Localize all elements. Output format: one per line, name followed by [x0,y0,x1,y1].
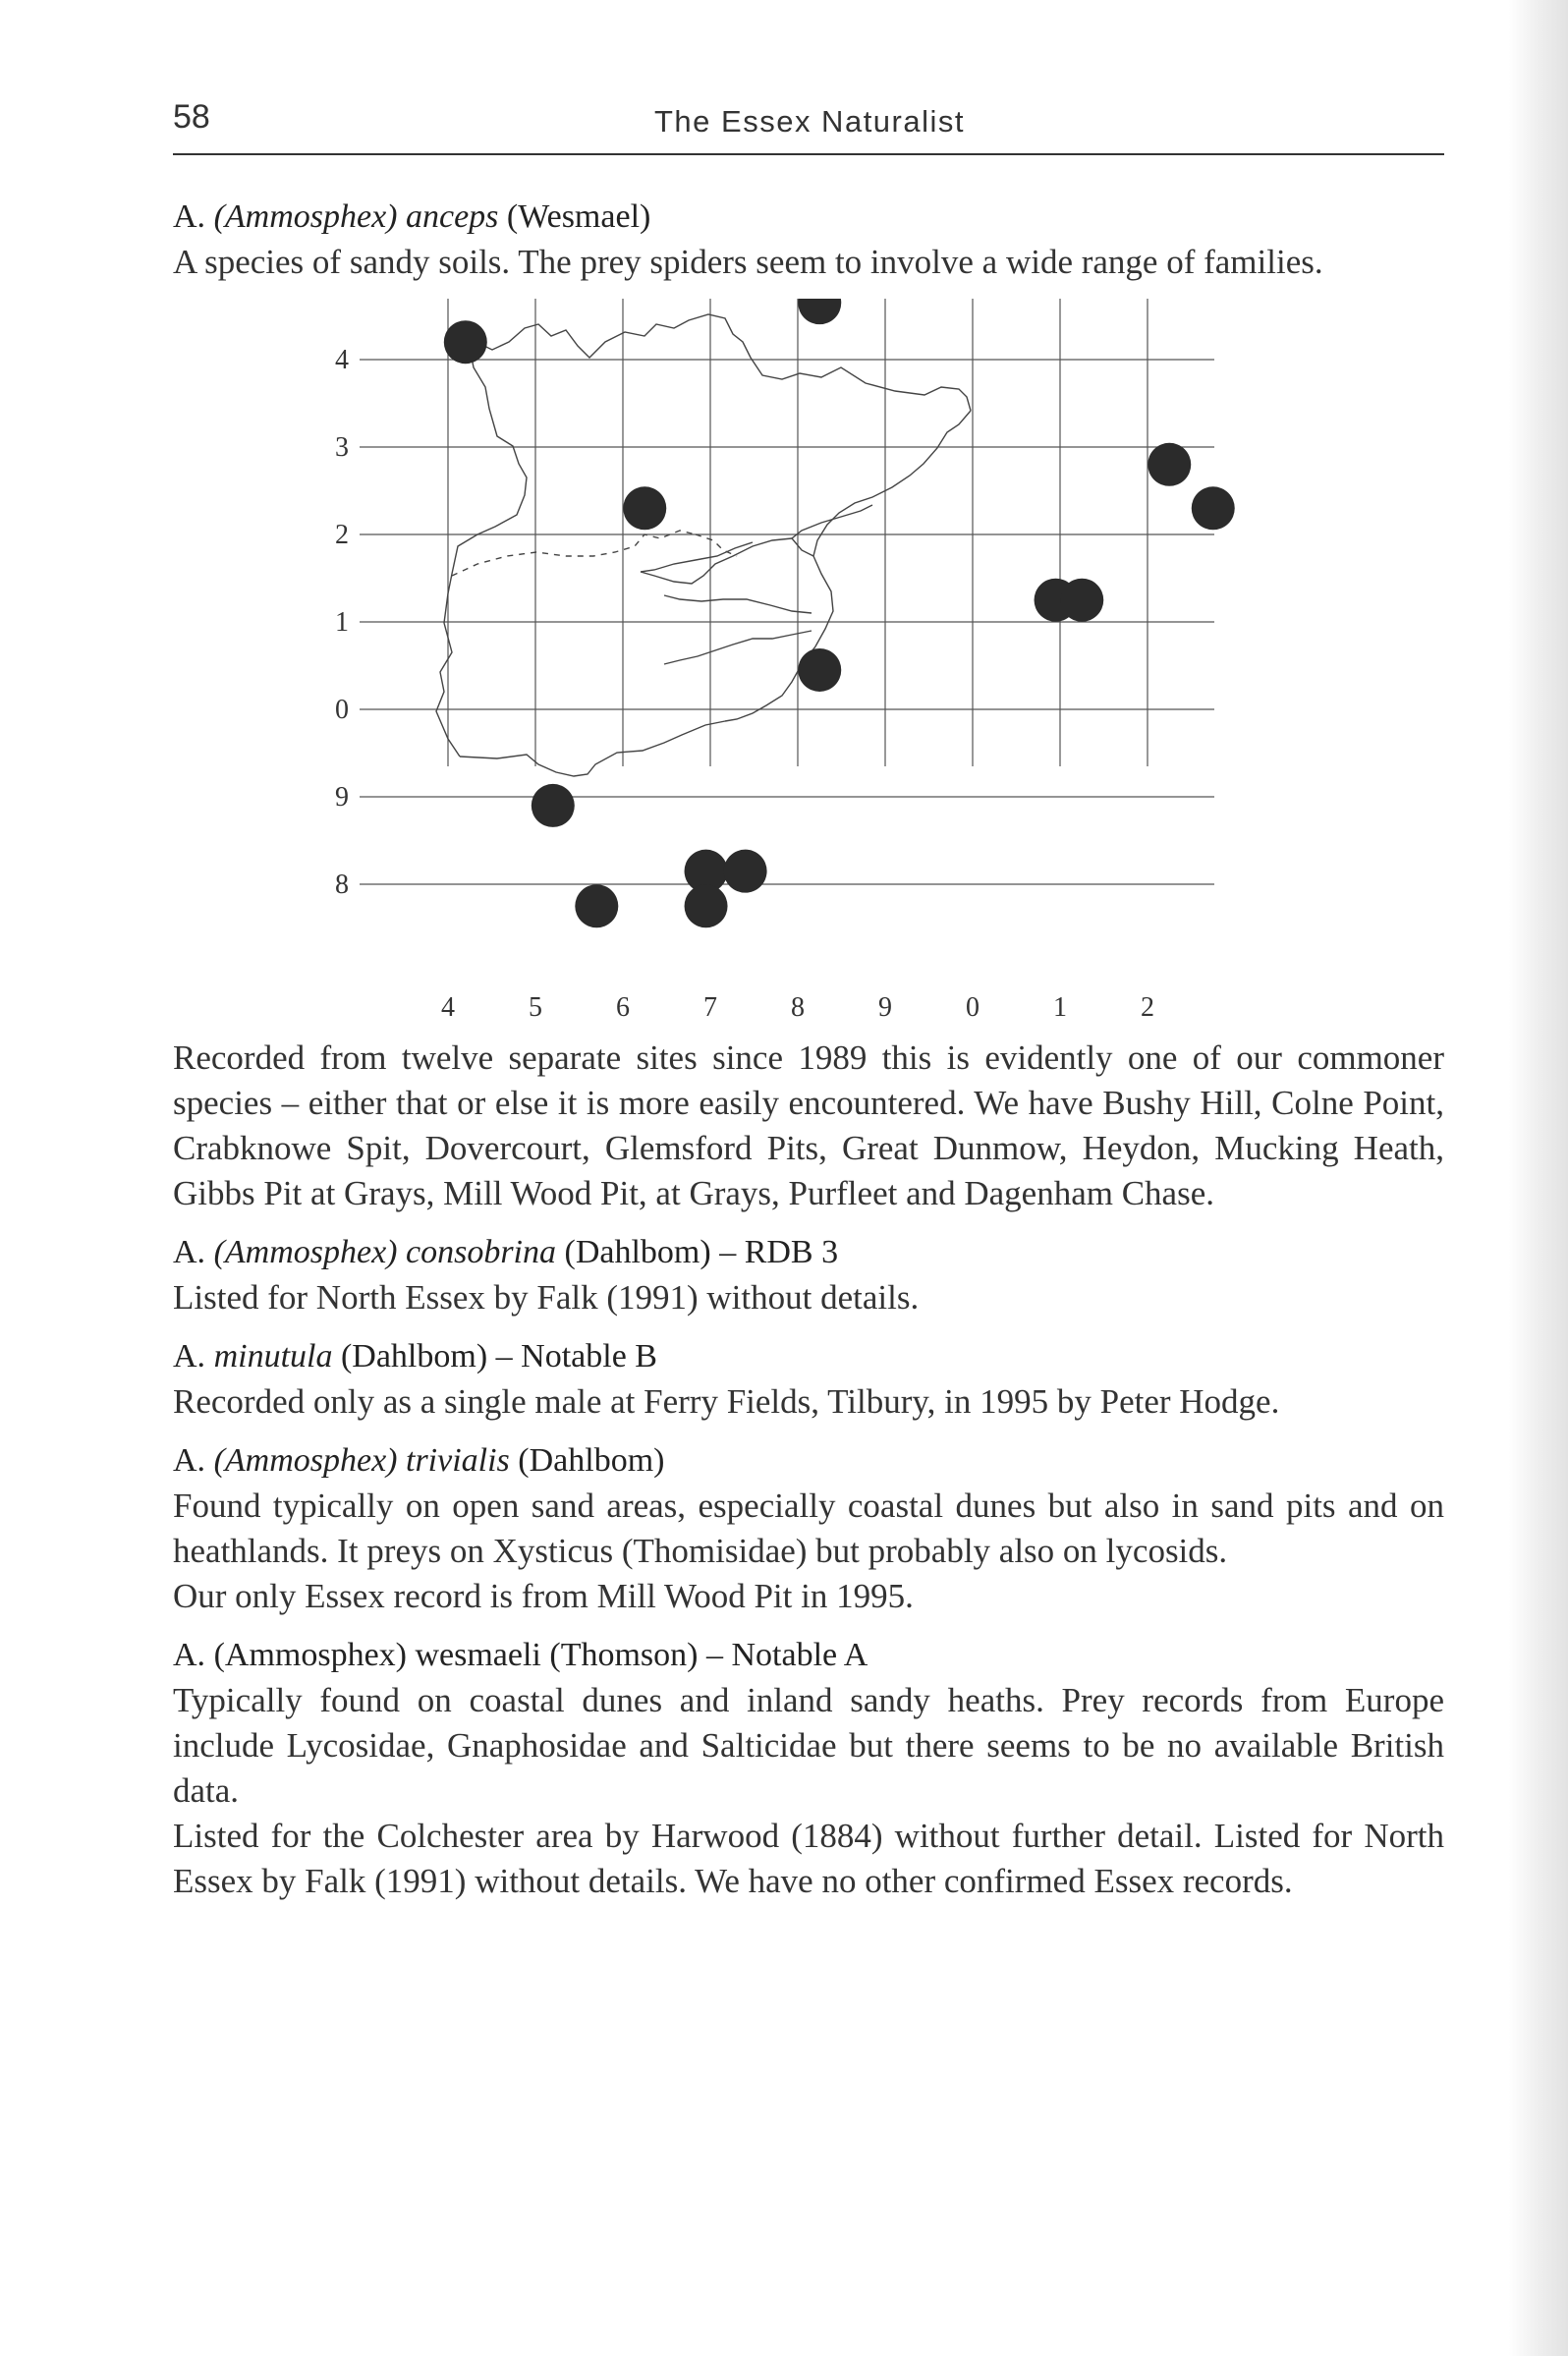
x-tick-label: 7 [703,992,717,1023]
species-description: Recorded only as a single male at Ferry Fields, Tilbury, in 1995 by Peter Hodge. [173,1382,1280,1421]
x-tick-label: 0 [966,992,980,1023]
subgenus: (Ammosphex) [213,1442,398,1479]
record-dot [532,784,575,827]
species-heading [173,1438,1444,1484]
author: (Dahlbom) [564,1234,711,1270]
record-dot [724,850,767,893]
coastline-outline [436,314,971,776]
y-tick-label: 8 [335,869,349,900]
running-header [173,94,1444,155]
species-heading [173,195,1444,240]
record-dot [444,320,487,364]
record-dot [1192,486,1235,530]
genus: A. [173,1234,206,1270]
subgenus: (Ammosphex) [213,198,398,235]
species-records: Our only Essex record is from Mill Wood Pit in 1995. [173,1577,914,1615]
author: (Wesmael) [506,198,651,235]
x-tick-label: 9 [878,992,892,1023]
subgenus: (Ammosphex) [213,1637,407,1673]
x-tick-label: 4 [441,992,455,1023]
page-number: 58 [173,98,210,136]
species-name: anceps [406,198,499,235]
distribution-map [330,299,1293,1026]
x-tick-label: 1 [1053,992,1067,1023]
species-records: Recorded from twelve separate sites since 1989 this is evidently one of our commoner species – either that or else it is more easily encountered. We have Bushy Hill, Colne Point, Crabknowe Spit, Dovercourt, Glemsford Pits, Great Dunmow, Heydon, Mucking Heath, Gibbs Pit at Grays, Mill Wood Pit, at Grays, Purfleet and Dagenham Chase. [173,1038,1444,1212]
record-dot [575,884,618,927]
conservation-status: – Notable A [705,1637,868,1673]
record-dot [1148,443,1191,486]
species-name: trivialis [406,1442,510,1479]
y-tick-label: 0 [335,695,349,725]
species-heading [173,1230,1444,1275]
subgenus: (Ammosphex) [213,1234,398,1270]
genus: A. [173,198,206,235]
author: (Dahlbom) [518,1442,665,1479]
author: (Thomson) [549,1637,699,1673]
y-tick-label: 9 [335,782,349,813]
species-description: A species of sandy soils. The prey spiders seem to involve a wide range of families. [173,243,1323,281]
species-records: Listed for the Colchester area by Harwood (1884) without further detail. Listed for North Essex by Falk (1991) without details. We have no other confirmed Essex records. [173,1817,1444,1900]
record-dot [685,884,728,927]
journal-title: The Essex Naturalist [654,104,965,139]
species-name: minutula [213,1338,333,1374]
species-description: Typically found on coastal dunes and inland sandy heaths. Prey records from Europe include Lycosidae, Gnaphosidae and Salticidae but there seems to be no available British data. [173,1681,1444,1810]
genus: A. [173,1338,206,1374]
genus: A. [173,1637,206,1673]
y-tick-label: 1 [335,607,349,638]
record-dot [798,299,841,324]
conservation-status: – Notable B [495,1338,657,1374]
page-edge-shadow [1509,0,1568,2356]
conservation-status: – RDB 3 [719,1234,839,1270]
genus: A. [173,1442,206,1479]
y-tick-label: 4 [335,345,349,375]
x-tick-label: 2 [1141,992,1154,1023]
species-heading [173,1334,1444,1379]
x-tick-label: 8 [791,992,805,1023]
species-name: wesmaeli [415,1637,541,1673]
record-dot [798,648,841,692]
species-name: consobrina [406,1234,556,1270]
author: (Dahlbom) [340,1338,488,1374]
y-tick-label: 3 [335,432,349,463]
species-description: Listed for North Essex by Falk (1991) without details. [173,1278,920,1317]
record-dot [1060,579,1103,622]
x-tick-label: 5 [529,992,542,1023]
x-tick-label: 6 [616,992,630,1023]
species-heading [173,1633,1444,1678]
article-body [173,195,1444,1904]
y-tick-label: 2 [335,520,349,550]
record-dot [623,486,666,530]
species-description: Found typically on open sand areas, especially coastal dunes but also in sand pits and on heathlands. It preys on Xysticus (Thomisidae) but probably also on lycosids. [173,1487,1444,1570]
